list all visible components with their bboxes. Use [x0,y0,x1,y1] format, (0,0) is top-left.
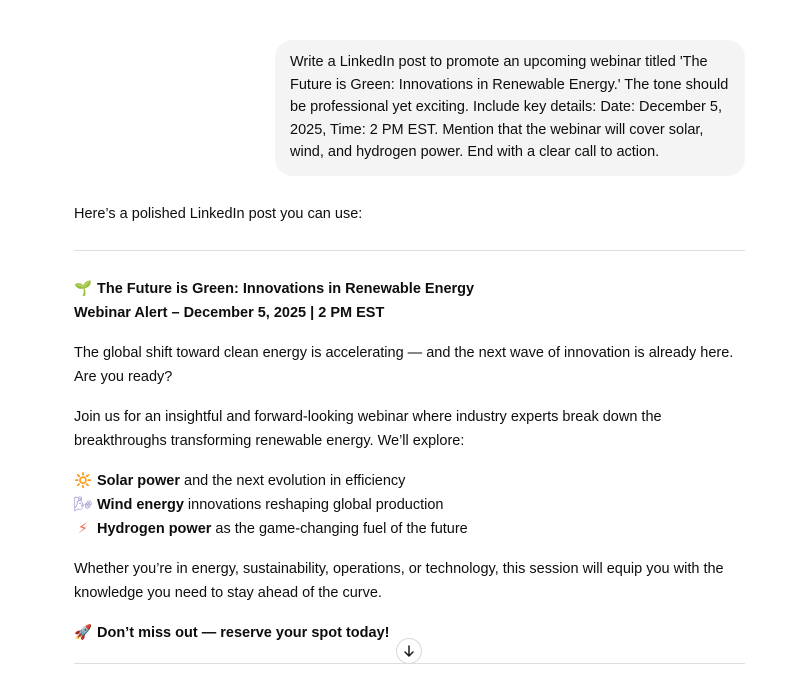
lightning-icon: ⚡ [77,521,89,537]
scroll-to-bottom-button[interactable] [396,638,422,664]
assistant-intro-text: Here’s a polished LinkedIn post you can use: [74,206,363,222]
post-title-text: The Future is Green: Innovations in Renewable Energy [97,281,475,297]
sun-icon: 🔆 [74,473,93,489]
linkedin-post [74,277,746,645]
post-title [74,277,746,301]
post-subtitle: Webinar Alert – December 5, 2025 | 2 PM EST [74,305,385,321]
seedling-icon: 🌱 [74,281,93,297]
assistant-intro [74,202,746,226]
arrow-down-icon [402,644,416,658]
post-cta-text: Don’t miss out — reserve your spot today! [97,625,390,641]
list-item: 🔆 Solar power and the next evolution in efficiency [74,469,746,493]
wind-icon: 🌬 [74,497,93,513]
divider-top [74,250,745,251]
rocket-icon: 🚀 [74,625,93,641]
user-message-bubble: Write a LinkedIn post to promote an upcoming webinar titled 'The Future is Green: Innovations in Renewable Energy.' The tone should be professional yet exciting. Include key details: Date: December 5, 2025, Time: 2 PM EST. Mention that the webinar will cover solar, wind, and hydrogen power. End with a clear call to action. [275,40,745,176]
bullet-list [74,469,746,541]
post-paragraph-3: Whether you’re in energy, sustainability, operations, or technology, this session will equip you with the knowledge you need to stay ahead of the curve. [74,561,724,601]
list-item: ⚡ Hydrogen power as the game-changing fuel of the future [74,517,746,541]
post-paragraph-1: The global shift toward clean energy is accelerating — and the next wave of innovation is already here. Are you ready? [74,345,734,385]
list-item: 🌬 Wind energy innovations reshaping global production [74,493,746,517]
post-paragraph-2: Join us for an insightful and forward-looking webinar where industry experts break down the breakthroughs transforming renewable energy. We’ll explore: [74,409,662,449]
